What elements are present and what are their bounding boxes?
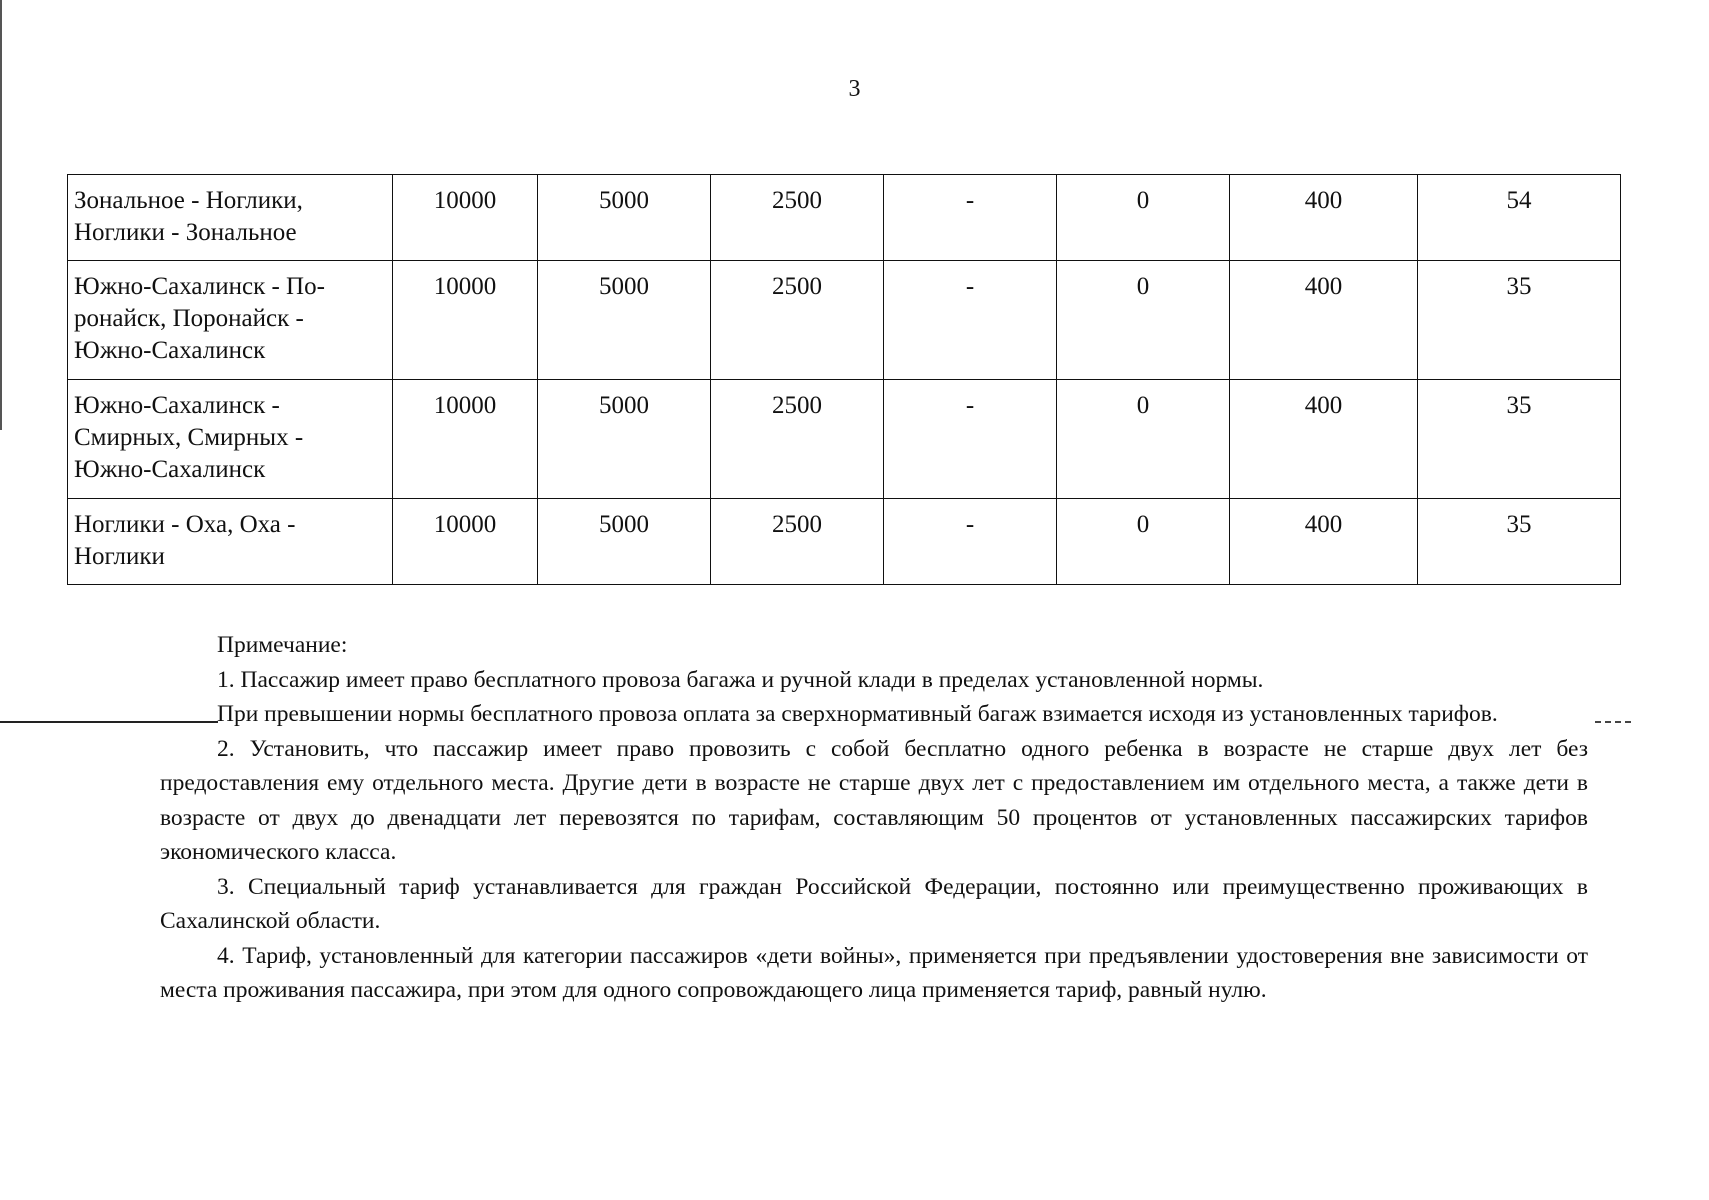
value-cell: 5000 xyxy=(538,499,711,585)
value-cell: - xyxy=(884,175,1057,261)
value-cell: 35 xyxy=(1418,499,1621,585)
value-cell: 35 xyxy=(1418,261,1621,380)
value-cell: 5000 xyxy=(538,175,711,261)
value-cell: 10000 xyxy=(393,175,538,261)
table-row xyxy=(68,175,1621,261)
value-cell: - xyxy=(884,261,1057,380)
note-item: 3. Специальный тариф устанавливается для граждан Российской Федерации, постоянно или преимущественно проживающих в Сахалинской области. xyxy=(160,873,1588,934)
notes-heading: Примечание: xyxy=(217,632,348,658)
value-cell: 10000 xyxy=(393,380,538,499)
table-row xyxy=(68,380,1621,499)
value-cell: 35 xyxy=(1418,380,1621,499)
value-cell: 10000 xyxy=(393,499,538,585)
notes-section xyxy=(160,628,1588,1008)
note-item: При превышении нормы бесплатного провоза оплата за сверхнормативный багаж взимается исходя из установленных тарифов. xyxy=(217,701,1498,727)
scan-edge-line xyxy=(0,0,2,430)
note-item: 2. Установить, что пассажир имеет право провозить с собой бесплатно одного ребенка в возрасте не старше двух лет без предоставления ему отдельного места. Другие дети в возрасте не старше двух лет с предоставлением им отдельного места, а также дети в возрасте от двух до двенадцати лет перевозятся по тарифам, составляющим 50 процентов от установленных пассажирских тарифов экономического класса. xyxy=(160,735,1588,865)
value-cell: 2500 xyxy=(711,175,884,261)
value-cell: 0 xyxy=(1057,175,1230,261)
route-line: Южно-Сахалинск - xyxy=(74,392,280,419)
note-item: 4. Тариф, установленный для категории пассажиров «дети войны», применяется при предъявлении удостоверения вне зависимости от места проживания пассажира, при этом для одного сопровождающего лица применяется тариф, равный нулю. xyxy=(160,942,1588,1003)
route-line: Южно-Сахалинск xyxy=(74,337,266,364)
value-cell: - xyxy=(884,499,1057,585)
tariff-table xyxy=(67,174,1621,585)
route-line: Ноглики - Зональное xyxy=(74,219,297,246)
value-cell: 2500 xyxy=(711,261,884,380)
value-cell: 400 xyxy=(1230,261,1418,380)
value-cell: 400 xyxy=(1230,380,1418,499)
route-cell xyxy=(68,175,393,261)
table-row xyxy=(68,499,1621,585)
route-line: Южно-Сахалинск - По- xyxy=(74,273,325,300)
route-cell xyxy=(68,261,393,380)
route-line: Смирных, Смирных - xyxy=(74,424,304,451)
value-cell: 2500 xyxy=(711,380,884,499)
route-line: Ноглики xyxy=(74,543,165,570)
value-cell: 0 xyxy=(1057,499,1230,585)
value-cell: - xyxy=(884,380,1057,499)
value-cell: 400 xyxy=(1230,499,1418,585)
route-cell xyxy=(68,380,393,499)
route-line: Ноглики - Оха, Оха - xyxy=(74,511,296,538)
table-row xyxy=(68,261,1621,380)
value-cell: 5000 xyxy=(538,380,711,499)
route-line: ронайск, Поронайск - xyxy=(74,305,304,332)
route-line: Южно-Сахалинск xyxy=(74,456,266,483)
value-cell: 0 xyxy=(1057,261,1230,380)
value-cell: 0 xyxy=(1057,380,1230,499)
value-cell: 54 xyxy=(1418,175,1621,261)
value-cell: 2500 xyxy=(711,499,884,585)
value-cell: 400 xyxy=(1230,175,1418,261)
note-item: 1. Пассажир имеет право бесплатного провоза багажа и ручной клади в пределах установленной нормы. xyxy=(217,666,1264,693)
route-cell xyxy=(68,499,393,585)
scan-artifact-dash xyxy=(1595,721,1631,723)
value-cell: 10000 xyxy=(393,261,538,380)
route-line: Зональное - Ноглики, xyxy=(74,187,303,214)
value-cell: 5000 xyxy=(538,261,711,380)
page-number: 3 xyxy=(848,76,861,102)
